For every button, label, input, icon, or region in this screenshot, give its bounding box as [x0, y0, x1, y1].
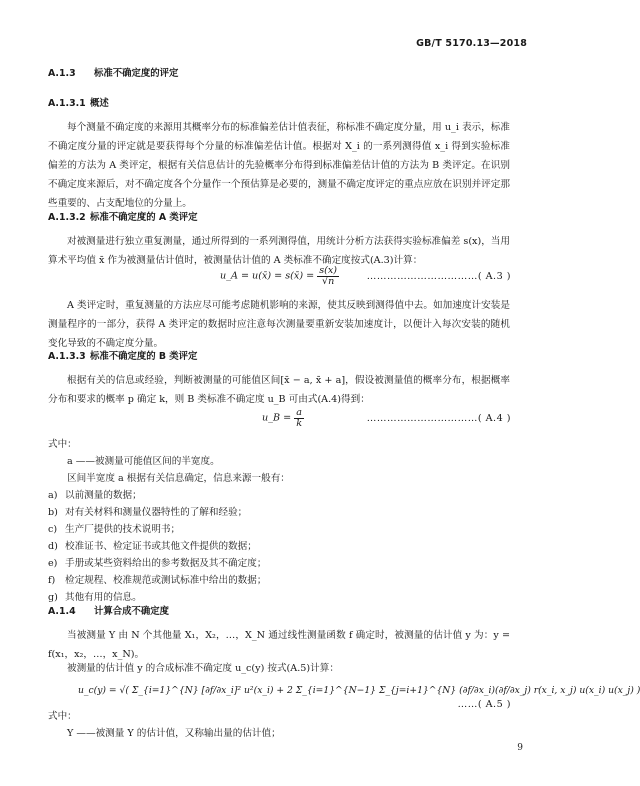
- fraction-denominator: √n: [322, 275, 335, 287]
- where-label-2: 式中：: [48, 711, 77, 722]
- type-a-paragraph-2: A 类评定时，重复测量的方法应尽可能考虑随机影响的来源，使其反映到测得值中去。如加速度计安装是测量程序的一部分，获得 A 类评定的数据时应注意每次测量要重新安装加速度计，以便计入每次安装的随机变化导致的不确定度分量。: [48, 300, 510, 349]
- list-item-text: 校准证书、检定证书或其他文件提供的数据；: [65, 541, 257, 552]
- heading-title: 标准不确定度的评定: [94, 68, 179, 79]
- fraction-numerator: s(x): [319, 265, 338, 276]
- list-item-marker: g): [48, 592, 58, 603]
- heading-title: 标准不确定度的 B 类评定: [90, 351, 198, 362]
- equation-lhs: u_B =: [262, 412, 292, 424]
- list-item-text: 生产厂提供的技术说明书；: [65, 524, 181, 535]
- list-item-marker: b): [48, 507, 58, 518]
- list-item-text: 检定规程、校准规范或测试标准中给出的数据；: [65, 575, 267, 586]
- info-sources-intro: 区间半宽度 a 根据有关信息确定，信息来源一般有：: [67, 473, 290, 484]
- combined-paragraph-2: 被测量的估计值 y 的合成标准不确定度 u_c(y) 按式(A.5)计算：: [67, 663, 339, 674]
- list-item-text: 对有关材料和测量仪器特性的了解和经验；: [65, 507, 248, 518]
- equation-label-a-4: ……………………………( A.4 ): [366, 413, 511, 424]
- where-definition-a: a ——被测量可能值区间的半宽度。: [67, 456, 220, 467]
- heading-title: 计算合成不确定度: [94, 606, 170, 617]
- heading-number: A.1.3: [48, 68, 76, 79]
- fraction-denominator: k: [296, 417, 303, 429]
- heading-a-1-3-3: [48, 352, 197, 361]
- heading-number: A.1.3.2: [48, 212, 86, 223]
- equation-a-3: [220, 266, 339, 286]
- overview-paragraph: 每个测量不确定度的来源用其概率分布的标准偏差估计值表征，称标准不确定度分量，用 u_i 表示，标准不确定度分量的评定就是要获得每个分量的标准偏差估计值。根据对 X_i 的一系列测得值 x_i 得到实验标准偏差的方法为 A 类评定，根据有关信息估计的先验概率分布得到标准偏差估计值的方法为 B 类评定。在识别不确定度来源后，对不确定度各个分量作一个预估算是必要的，测量不确定度评定的重点应放在识别并评定那些重要的、占支配地位的分量上。: [48, 122, 510, 209]
- list-item-marker: d): [48, 541, 58, 552]
- page-number: 9: [517, 743, 523, 753]
- heading-title: 标准不确定度的 A 类评定: [90, 212, 198, 223]
- heading-number: A.1.3.1: [48, 98, 86, 109]
- heading-number: A.1.3.3: [48, 351, 86, 362]
- list-item: [48, 491, 142, 501]
- equation-a-4: [262, 408, 304, 428]
- list-item-marker: a): [48, 490, 58, 501]
- combined-paragraph-1: 当被测量 Y 由 N 个其他量 X₁，X₂，…，X_N 通过线性测量函数 f 确定时，被测量的估计值 y 为：y = f(x₁，x₂，…，x_N)。: [48, 630, 510, 660]
- list-item: [48, 508, 247, 518]
- list-item: [48, 559, 266, 569]
- list-item: [48, 525, 180, 535]
- heading-number: A.1.4: [48, 606, 76, 617]
- list-item-text: 手册或某些资料给出的参考数据及其不确定度；: [65, 558, 267, 569]
- where-definition-y: Y ——被测量 Y 的估计值，又称输出量的估计值；: [67, 728, 281, 739]
- list-item-text: 其他有用的信息。: [65, 592, 142, 603]
- equation-a-5: u_c(y) = √( Σ_{i=1}^{N} [∂f/∂x_i]² u²(x_i) + 2 Σ_{i=1}^{N−1} Σ_{j=i+1}^{N} (∂f/∂x_i)(∂f/∂x_j) r(x_i, x_j) u(x_i) u(x_j) ): [78, 685, 640, 696]
- list-item: [48, 576, 266, 586]
- heading-a-1-3-1: [48, 99, 109, 108]
- equation-lhs: u_A = u(x̄) = s(x̄) =: [220, 270, 315, 282]
- equation-label-a-3: ……………………………( A.3 ): [366, 271, 511, 282]
- heading-title: 概述: [90, 98, 109, 109]
- type-a-paragraph-1: 对被测量进行独立重复测量，通过所得到的一系列测得值，用统计分析方法获得实验标准偏差 s(x)，当用算术平均值 x̄ 作为被测量估计值时，被测量估计值的 A 类标准不确定度按式(A.3)计算：: [48, 236, 510, 266]
- equation-fraction: [294, 408, 304, 428]
- list-item: [48, 542, 257, 552]
- standard-code: GB/T 5170.13—2018: [416, 38, 527, 49]
- heading-a-1-4: [48, 607, 169, 616]
- type-b-paragraph: 根据有关的信息或经验，判断被测量的可能值区间[x̄ − a, x̄ + a]，假设被测量值的概率分布，根据概率分布和要求的概率 p 确定 k，则 B 类标准不确定度 u_B 可由式(A.4)得到：: [48, 375, 510, 405]
- where-label: 式中：: [48, 439, 77, 450]
- list-item: [48, 593, 142, 603]
- heading-a-1-3: [48, 69, 178, 78]
- list-item-marker: e): [48, 558, 58, 569]
- heading-a-1-3-2: [48, 213, 198, 222]
- equation-fraction: [317, 266, 339, 286]
- fraction-numerator: a: [294, 408, 304, 419]
- equation-label-a-5: ……( A.5 ): [457, 699, 511, 710]
- list-item-marker: f): [48, 575, 56, 586]
- list-item-text: 以前测量的数据；: [65, 490, 142, 501]
- list-item-marker: c): [48, 524, 58, 535]
